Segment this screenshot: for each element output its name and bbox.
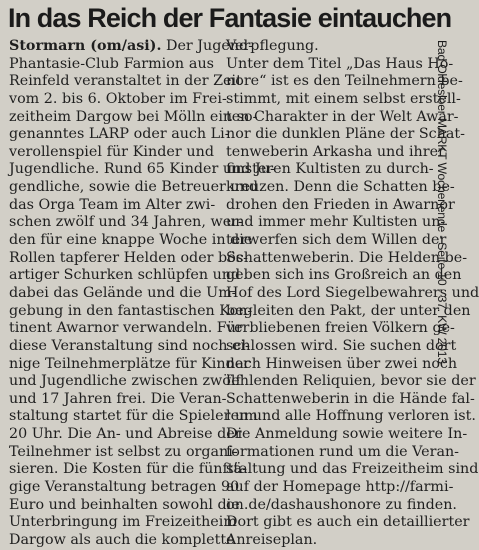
text-line	[226, 143, 445, 162]
text-line-content: dabei das Gelände und die Um-	[9, 284, 237, 301]
text-line	[9, 496, 240, 515]
text-line	[9, 408, 258, 426]
text-line	[226, 302, 471, 321]
text-line-content: vom 2. bis 6. Oktober im Frei-	[9, 90, 227, 107]
text-line	[226, 73, 463, 91]
text-line-content: genanntes LARP oder auch Li-	[9, 126, 230, 143]
text-line-content: staltung und das Freizeitheim sind	[226, 461, 479, 478]
text-line-content: den für eine knappe Woche in die	[9, 232, 253, 249]
text-line	[9, 514, 237, 532]
text-line-content: fehlenden Reliquien, bevor sie der	[226, 373, 476, 390]
text-line-content: on.de/dashaushonore zu finden.	[226, 496, 457, 513]
text-line-content: nige Teilnehmerplätze für Kinder	[9, 355, 251, 372]
text-line	[226, 479, 454, 497]
text-line-content: Dargow als auch die komplette	[9, 531, 235, 548]
text-line	[226, 461, 479, 479]
text-line	[9, 302, 253, 321]
text-line-content: schen zwölf und 34 Jahren, wer-	[9, 214, 243, 231]
text-line	[9, 214, 243, 232]
text-line-content: Phantasie-Club Farmion aus	[9, 55, 214, 72]
text-line	[226, 408, 476, 426]
text-line	[226, 514, 470, 532]
text-line	[226, 161, 434, 179]
text-line	[226, 337, 457, 356]
text-line	[9, 38, 254, 56]
text-line-content: Verpflegung.	[226, 38, 319, 54]
text-line-content: gendliche, sowie die Betreuer und	[9, 179, 258, 196]
text-line	[9, 284, 237, 303]
text-line	[226, 232, 447, 250]
text-line	[9, 390, 227, 409]
text-line	[226, 443, 460, 462]
text-line	[9, 126, 230, 144]
text-line-content: Schattenweberin. Die Helden be-	[226, 249, 468, 266]
text-line-content: gige Veranstaltung betragen 90	[9, 479, 240, 496]
text-line	[9, 73, 242, 91]
text-line-content: Reinfeld veranstaltet in der Zeit	[9, 73, 242, 90]
text-line	[226, 373, 476, 391]
text-line	[9, 531, 235, 550]
text-line-content: verollenspiel für Kinder und	[9, 143, 214, 160]
text-line-content: len und alle Hoffnung verloren ist.	[226, 408, 476, 425]
text-line	[226, 126, 465, 144]
text-line	[9, 161, 275, 179]
text-line	[9, 479, 240, 497]
text-line	[226, 426, 468, 444]
text-line-content: staltung startet für die Spieler um	[9, 408, 258, 425]
text-line-content: und 17 Jahren frei. Die Veran-	[9, 390, 227, 407]
text-line-content: Die Anmeldung sowie weitere In-	[226, 426, 468, 443]
text-line-content: sieren. Die Kosten für die fünftä-	[9, 461, 247, 478]
text-line-content: Schattenweberin in die Hände fal-	[226, 390, 475, 407]
text-line-content: schlossen wird. Sie suchen dort	[226, 337, 457, 354]
text-line	[226, 496, 457, 515]
text-line-content: Anreiseplan.	[226, 531, 318, 548]
text-line-content: Euro und beinhalten sowohl die	[9, 496, 240, 513]
text-line	[226, 108, 459, 127]
text-line-content: Hof des Lord Siegelbewahrers und	[226, 284, 479, 301]
text-line	[226, 320, 455, 338]
text-line-content: begleiten den Pakt, der unter den	[226, 302, 471, 319]
text-line-content: verbliebenen freien Völkern ge-	[226, 320, 455, 337]
source-caption-text: Bad Oldesloer MARKT Wochenende - Seite 10 - 37. KW 2013	[435, 40, 449, 364]
text-line	[226, 267, 462, 285]
text-line-content: nor die dunklen Pläne der Schat-	[226, 126, 465, 143]
source-caption	[428, 40, 452, 510]
text-line	[9, 56, 214, 74]
text-line-content: und Jugendliche zwischen zwölf	[9, 373, 241, 390]
text-line	[226, 179, 455, 197]
text-line-content: das Orga Team im Alter zwi-	[9, 196, 216, 213]
text-line-content: terwerfen sich dem Willen der	[226, 232, 447, 249]
text-line	[226, 55, 454, 74]
text-line-content: geben sich ins Großreich an den	[226, 267, 462, 284]
text-line-content: Rollen tapferer Helden oder bös-	[9, 249, 248, 266]
text-line-content: Teilnehmer ist selbst zu organi-	[9, 443, 238, 460]
text-line	[9, 232, 253, 250]
text-line	[9, 373, 241, 391]
text-line	[9, 197, 214, 215]
text-line	[226, 249, 468, 268]
text-line-content: und immer mehr Kultisten un-	[226, 214, 446, 231]
text-line-content: artiger Schurken schlüpfen und	[9, 267, 241, 284]
text-line	[9, 108, 258, 127]
text-line	[9, 426, 242, 444]
article-byline: Stormarn (om/asi).	[9, 38, 162, 54]
text-line	[9, 179, 258, 197]
text-line-content: Der Jugend-	[161, 38, 254, 54]
text-line-content: Unterbringung im Freizeitheim	[9, 514, 237, 531]
text-line-content: tinent Awarnor verwandeln. Für	[9, 320, 243, 337]
text-line	[9, 249, 248, 268]
text-line	[9, 90, 227, 109]
text-line	[226, 214, 446, 232]
text-line	[226, 196, 455, 215]
text-line	[226, 38, 431, 56]
text-line	[9, 267, 241, 285]
text-line-content: formationen rund um die Veran-	[226, 443, 460, 460]
text-line	[226, 355, 458, 374]
text-line	[226, 90, 461, 109]
text-line	[9, 461, 247, 479]
text-line-content: Dort gibt es auch ein detaillierter	[226, 514, 470, 531]
text-line-content: Unter dem Titel „Das Haus Ho-	[226, 55, 454, 72]
text-line	[9, 337, 250, 356]
text-line-content: Jugendliche. Rund 65 Kinder und Ju-	[9, 161, 275, 178]
text-line	[9, 320, 243, 338]
text-line-content: auf der Homepage http://farmi-	[226, 479, 454, 496]
text-line	[226, 532, 431, 550]
text-line-content: 20 Uhr. Die An- und Abreise der	[9, 426, 242, 443]
text-line-content: drohen den Frieden in Awarnor	[226, 196, 455, 213]
text-line-content: zeitheim Dargow bei Mölln ein so-	[9, 108, 258, 125]
text-line-content: gebung in den fantastischen Kon-	[9, 302, 253, 319]
text-line	[9, 355, 251, 374]
text-line	[9, 443, 238, 462]
text-line	[226, 390, 475, 409]
text-line-content: stimmt, mit einem selbst erstell-	[226, 90, 461, 107]
text-line-content: tenweberin Arkasha und ihrer	[226, 143, 445, 160]
text-line-content: nach Hinweisen über zwei noch	[226, 355, 458, 372]
article-headline: In das Reich der Fantasie eintauchen	[8, 3, 452, 33]
text-line	[226, 284, 479, 303]
text-line-content: diese Veranstaltung sind noch ei-	[9, 337, 250, 354]
text-line-content: ten Charakter in der Welt Awar-	[226, 108, 459, 125]
text-line-content: kreuzen. Denn die Schatten be-	[226, 179, 455, 196]
text-line-content: finsteren Kultisten zu durch-	[226, 161, 434, 178]
text-line	[9, 144, 214, 162]
text-line-content: nore“ ist es den Teilnehmern be-	[226, 73, 463, 90]
